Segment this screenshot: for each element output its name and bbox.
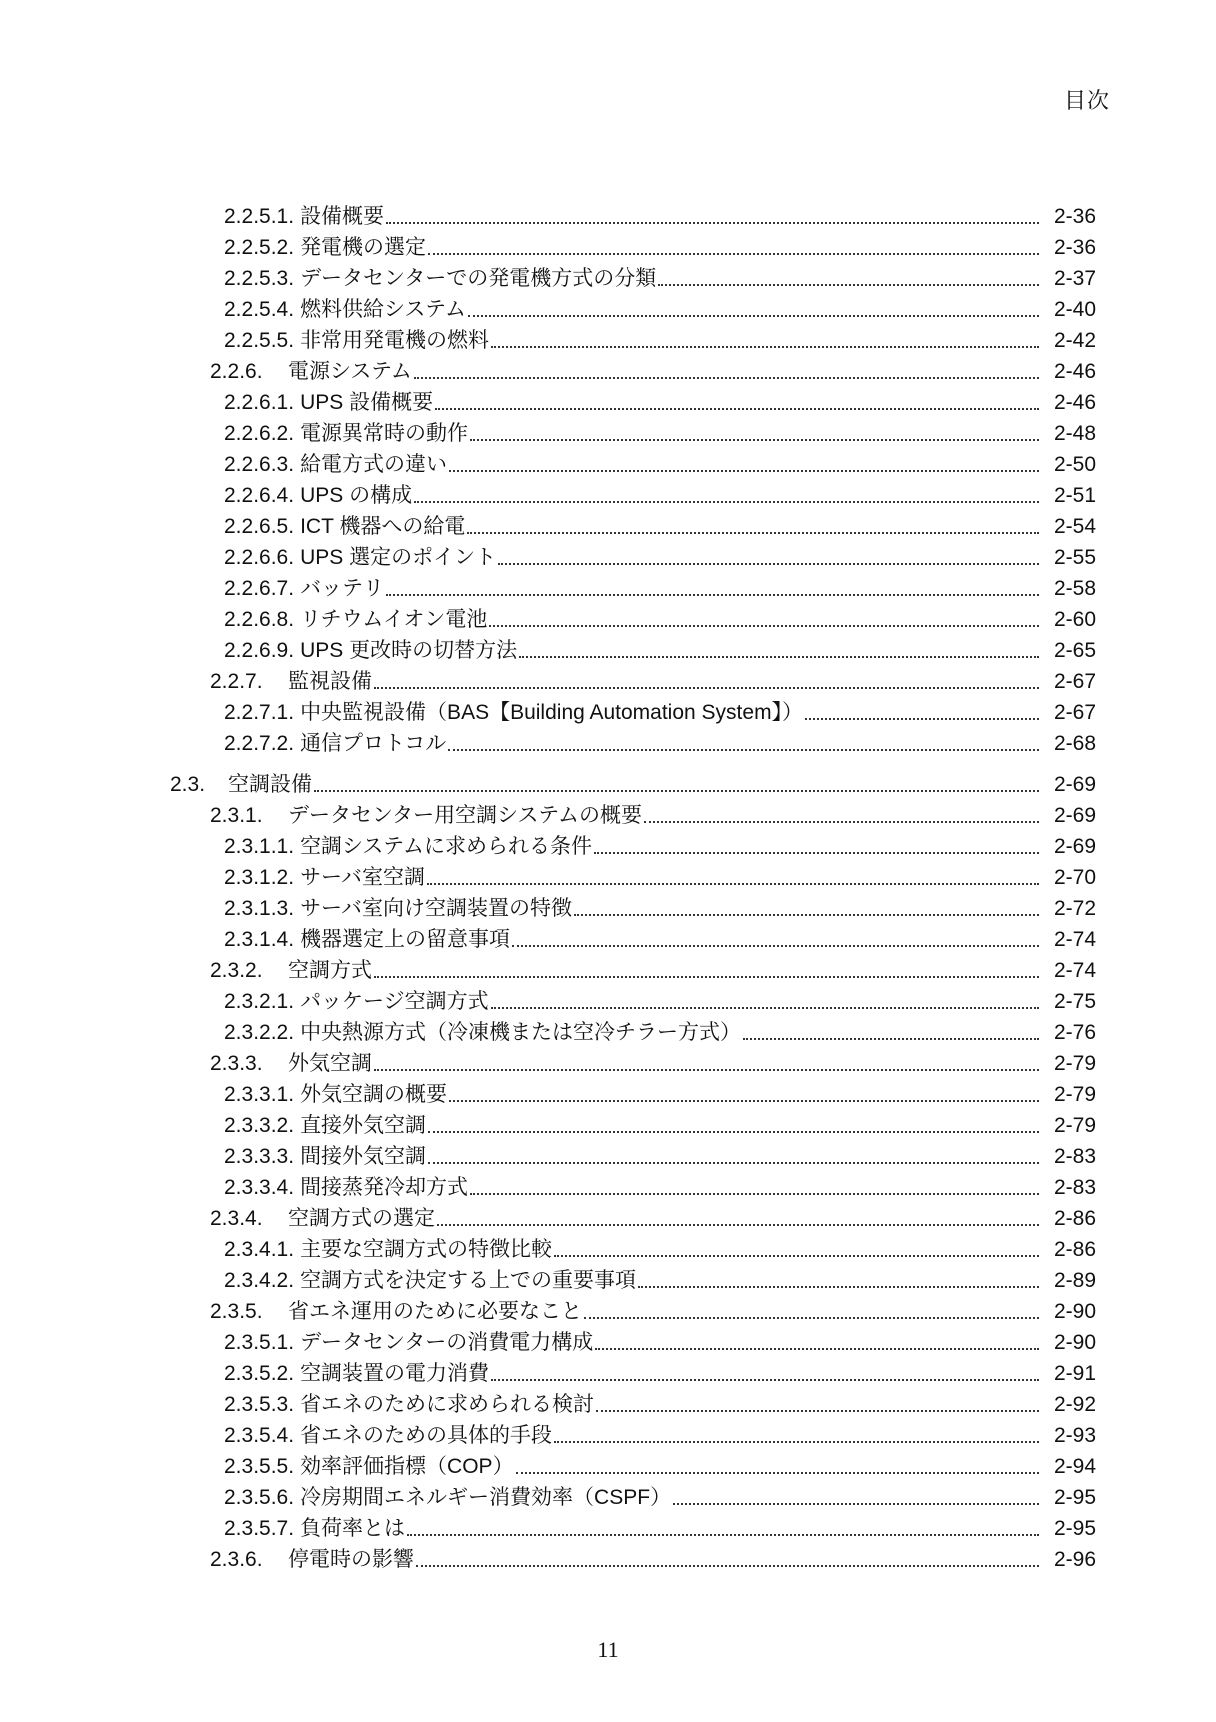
toc-entry-number: 2.2.7.2.	[224, 732, 295, 755]
toc-entry-number: 2.2.6.3.	[224, 453, 295, 476]
toc-entry-number: 2.3.5.5.	[224, 1455, 295, 1478]
toc-entry-number: 2.3.3.4.	[224, 1176, 295, 1199]
toc-entry-number: 2.2.7.1.	[224, 701, 295, 724]
toc-entry-title: データセンターの消費電力構成	[300, 1331, 594, 1354]
toc-entry-number: 2.2.6.7.	[224, 577, 295, 600]
toc-dot-leader	[428, 1122, 1039, 1133]
toc-entry-number: 2.2.6.	[210, 360, 263, 383]
toc-entry-number: 2.3.5.4.	[224, 1424, 295, 1447]
toc-entry[interactable]	[0, 635, 1216, 666]
toc-entry-page: 2-74	[1053, 959, 1096, 982]
toc-entry-title: 発電機の選定	[300, 236, 427, 259]
toc-entry-title: 空調方式	[288, 959, 372, 982]
toc-entry-number: 2.2.7.	[210, 670, 263, 693]
toc-dot-leader	[427, 874, 1039, 885]
toc-entry-page: 2-67	[1053, 670, 1096, 693]
toc-entry-title: サーバ室向け空調装置の特徴	[300, 897, 573, 920]
page-header-title: 目次	[1063, 89, 1110, 114]
toc-entry[interactable]	[0, 480, 1216, 511]
toc-entry-title: UPS 選定のポイント	[300, 546, 497, 569]
toc-entry-title: 主要な空調方式の特徴比較	[300, 1238, 553, 1261]
toc-entry[interactable]	[0, 728, 1216, 759]
toc-dot-leader	[512, 936, 1039, 947]
toc-entry[interactable]	[0, 1048, 1216, 1079]
toc-dot-leader	[374, 678, 1039, 689]
toc-dot-leader	[374, 1060, 1039, 1071]
toc-dot-leader	[467, 523, 1039, 534]
toc-dot-leader	[470, 430, 1039, 441]
toc-dot-leader	[435, 399, 1039, 410]
toc-entry-title: 監視設備	[288, 670, 372, 693]
toc-entry-page: 2-86	[1053, 1207, 1096, 1230]
toc-dot-leader	[554, 1246, 1039, 1257]
toc-dot-leader	[498, 554, 1039, 565]
toc-entry-page: 2-94	[1053, 1455, 1096, 1478]
toc-entry-title: 空調方式の選定	[288, 1207, 435, 1230]
toc-entry-number: 2.3.4.	[210, 1207, 263, 1230]
toc-entry-title: UPS 設備概要	[300, 391, 434, 414]
toc-entry-number: 2.3.6.	[210, 1548, 263, 1571]
toc-entry-number: 2.3.3.2.	[224, 1114, 295, 1137]
toc-entry[interactable]	[0, 449, 1216, 480]
toc-entry[interactable]	[0, 1513, 1216, 1544]
toc-entry-title: 外気空調の概要	[300, 1083, 448, 1106]
toc-entry[interactable]	[0, 294, 1216, 325]
toc-entry-title: 中央熱源方式（冷凍機または空冷チラー方式）	[300, 1021, 742, 1044]
toc-entry[interactable]	[0, 1234, 1216, 1265]
toc-entry[interactable]	[0, 800, 1216, 831]
toc-entry-number: 2.2.5.4.	[224, 298, 295, 321]
toc-entry[interactable]	[0, 924, 1216, 955]
toc-entry-number: 2.3.1.1.	[224, 835, 295, 858]
toc-entry[interactable]	[0, 1544, 1216, 1575]
toc-entry-page: 2-50	[1053, 453, 1096, 476]
toc-entry[interactable]	[0, 1141, 1216, 1172]
toc-entry-title: 機器選定上の留意事項	[300, 928, 511, 951]
toc-entry-page: 2-92	[1053, 1393, 1096, 1416]
toc-entry[interactable]	[0, 769, 1216, 800]
toc-entry-page: 2-89	[1053, 1269, 1096, 1292]
toc-entry-page: 2-46	[1053, 391, 1096, 414]
toc-entry-title: 中央監視設備（BAS【Building Automation System】）	[300, 701, 804, 724]
toc-entry-number: 2.3.5.6.	[224, 1486, 295, 1509]
toc-dot-leader	[449, 1091, 1039, 1102]
toc-entry-title: データセンター用空調システムの概要	[288, 804, 643, 827]
toc-entry[interactable]	[0, 666, 1216, 697]
toc-dot-leader	[374, 967, 1039, 978]
toc-entry-page: 2-93	[1053, 1424, 1096, 1447]
toc-dot-leader	[673, 1494, 1039, 1505]
toc-entry-number: 2.3.1.4.	[224, 928, 295, 951]
toc-entry-page: 2-83	[1053, 1145, 1096, 1168]
toc-entry-title: パッケージ空調方式	[300, 990, 489, 1013]
toc-entry-page: 2-48	[1053, 422, 1096, 445]
toc-dot-leader	[428, 1153, 1039, 1164]
toc-entry-page: 2-96	[1053, 1548, 1096, 1571]
toc-entry-number: 2.3.2.	[210, 959, 263, 982]
toc-entry-page: 2-91	[1053, 1362, 1096, 1385]
toc-entry-page: 2-65	[1053, 639, 1096, 662]
toc-entry-title: UPS の構成	[300, 484, 413, 507]
toc-entry-page: 2-72	[1053, 897, 1096, 920]
toc-entry-number: 2.3.3.1.	[224, 1083, 295, 1106]
toc-entry-number: 2.3.	[170, 773, 206, 796]
toc-dot-leader	[743, 1029, 1039, 1040]
toc-entry-page: 2-67	[1053, 701, 1096, 724]
toc-entry-title: 非常用発電機の燃料	[300, 329, 490, 352]
toc-entry[interactable]	[0, 1079, 1216, 1110]
toc-entry-number: 2.2.6.4.	[224, 484, 295, 507]
toc-entry-number: 2.2.6.2.	[224, 422, 295, 445]
toc-entry-title: 電源システム	[288, 360, 412, 383]
toc-entry-page: 2-36	[1053, 236, 1096, 259]
page-number: 11	[597, 1637, 619, 1662]
toc-entry-title: 空調設備	[228, 773, 312, 796]
toc-entry-title: 通信プロトコル	[300, 732, 447, 755]
toc-entry-page: 2-36	[1053, 205, 1096, 228]
toc-dot-leader	[414, 368, 1039, 379]
toc-entry-title: 停電時の影響	[288, 1548, 414, 1571]
toc-entry-title: 給電方式の違い	[300, 453, 448, 476]
toc-entry[interactable]	[0, 1420, 1216, 1451]
toc-dot-leader	[554, 1432, 1039, 1443]
toc-dot-leader	[595, 1339, 1039, 1350]
toc-dot-leader	[416, 1556, 1039, 1567]
toc-entry-number: 2.2.5.1.	[224, 205, 295, 228]
toc-entry[interactable]	[0, 325, 1216, 356]
toc-entry-number: 2.2.6.9.	[224, 639, 295, 662]
toc-entry-title: バッテリ	[300, 577, 385, 600]
toc-entry-page: 2-79	[1053, 1083, 1096, 1106]
toc-entry-page: 2-76	[1053, 1021, 1096, 1044]
toc-entry-number: 2.2.6.1.	[224, 391, 295, 414]
toc-entry[interactable]	[0, 511, 1216, 542]
toc-entry[interactable]	[0, 387, 1216, 418]
toc-entry[interactable]	[0, 1389, 1216, 1420]
toc-dot-leader	[519, 647, 1039, 658]
toc-entry[interactable]	[0, 1017, 1216, 1048]
toc-entry-number: 2.3.5.3.	[224, 1393, 295, 1416]
toc-entry-page: 2-68	[1053, 732, 1096, 755]
toc-entry-page: 2-46	[1053, 360, 1096, 383]
toc-entry-title: 空調装置の電力消費	[300, 1362, 490, 1385]
toc-dot-leader	[428, 244, 1039, 255]
toc-entry-page: 2-70	[1053, 866, 1096, 889]
toc-dot-leader	[594, 843, 1039, 854]
toc-entry-number: 2.3.1.3.	[224, 897, 295, 920]
toc-entry-title: データセンターでの発電機方式の分類	[300, 267, 657, 290]
toc-entry-title: 燃料供給システム	[300, 298, 466, 321]
toc-entry[interactable]	[0, 232, 1216, 263]
toc-entry[interactable]	[0, 1265, 1216, 1296]
toc-dot-leader	[491, 1370, 1039, 1381]
toc-entry-number: 2.3.2.1.	[224, 990, 295, 1013]
toc-entry-page: 2-58	[1053, 577, 1096, 600]
toc-entry-number: 2.2.6.8.	[224, 608, 295, 631]
toc-entry[interactable]	[0, 604, 1216, 635]
toc-dot-leader	[468, 306, 1039, 317]
toc-dot-leader	[658, 275, 1039, 286]
toc-dot-leader	[644, 812, 1039, 823]
toc-entry[interactable]	[0, 1172, 1216, 1203]
toc-entry[interactable]	[0, 955, 1216, 986]
toc-dot-leader	[491, 337, 1039, 348]
toc-entry-number: 2.3.3.	[210, 1052, 263, 1075]
toc-entry-title: 省エネ運用のために必要なこと	[288, 1300, 582, 1323]
toc-entry-title: 間接蒸発冷却方式	[300, 1176, 469, 1199]
toc-dot-leader	[470, 1184, 1039, 1195]
toc-entry-title: UPS 更改時の切替方法	[300, 639, 518, 662]
toc-dot-leader	[805, 709, 1039, 720]
toc-entry[interactable]	[0, 1358, 1216, 1389]
toc-entry-page: 2-74	[1053, 928, 1096, 951]
toc-entry-title: 省エネのための具体的手段	[300, 1424, 553, 1447]
toc-entry-page: 2-69	[1053, 835, 1096, 858]
toc-entry-page: 2-69	[1053, 804, 1096, 827]
toc-entry-title: 効率評価指標（COP）	[300, 1455, 514, 1478]
toc-entry-page: 2-83	[1053, 1176, 1096, 1199]
toc-entry[interactable]	[0, 201, 1216, 232]
toc-entry-number: 2.3.5.7.	[224, 1517, 295, 1540]
toc-entry-title: リチウムイオン電池	[300, 608, 488, 631]
toc-entry-page: 2-90	[1053, 1331, 1096, 1354]
toc-entry-number: 2.2.5.3.	[224, 267, 295, 290]
toc-dot-leader	[449, 461, 1039, 472]
toc-entry-title: サーバ室空調	[300, 866, 426, 889]
toc-dot-leader	[314, 781, 1039, 792]
toc-entry-number: 2.3.5.2.	[224, 1362, 295, 1385]
toc-entry[interactable]	[0, 893, 1216, 924]
toc-dot-leader	[516, 1463, 1039, 1474]
toc-dot-leader	[407, 1525, 1039, 1536]
toc-dot-leader	[489, 616, 1039, 627]
toc-entry-page: 2-90	[1053, 1300, 1096, 1323]
toc-entry-number: 2.3.5.	[210, 1300, 263, 1323]
toc-entry-page: 2-86	[1053, 1238, 1096, 1261]
toc-dot-leader	[414, 492, 1039, 503]
toc-entry-number: 2.3.3.3.	[224, 1145, 295, 1168]
toc-entry-page: 2-95	[1053, 1486, 1096, 1509]
toc-entry[interactable]	[0, 356, 1216, 387]
toc-dot-leader	[437, 1215, 1039, 1226]
toc-entry-page: 2-42	[1053, 329, 1096, 352]
toc-entry-title: 間接外気空調	[300, 1145, 427, 1168]
toc-entry[interactable]	[0, 986, 1216, 1017]
toc-entry-page: 2-40	[1053, 298, 1096, 321]
toc-dot-leader	[596, 1401, 1039, 1412]
toc-dot-leader	[574, 905, 1039, 916]
toc-entry-number: 2.3.4.1.	[224, 1238, 295, 1261]
toc-entry-number: 2.3.1.	[210, 804, 263, 827]
toc-entry[interactable]	[0, 1451, 1216, 1482]
toc-dot-leader	[448, 740, 1039, 751]
toc-entry[interactable]	[0, 418, 1216, 449]
toc-entry-number: 2.3.2.2.	[224, 1021, 295, 1044]
toc-entry-page: 2-37	[1053, 267, 1096, 290]
toc-entry-number: 2.2.6.6.	[224, 546, 295, 569]
toc-entry[interactable]	[0, 697, 1216, 728]
toc-entry-title: ICT 機器への給電	[300, 515, 466, 538]
toc-dot-leader	[386, 213, 1039, 224]
toc-entry-title: 負荷率とは	[300, 1517, 406, 1540]
toc-entry[interactable]	[0, 1296, 1216, 1327]
toc-entry[interactable]	[0, 862, 1216, 893]
toc-entry-page: 2-95	[1053, 1517, 1096, 1540]
toc-entry-page: 2-60	[1053, 608, 1096, 631]
toc-entry-page: 2-75	[1053, 990, 1096, 1013]
toc-entry[interactable]	[0, 1482, 1216, 1513]
toc-entry-page: 2-51	[1053, 484, 1096, 507]
toc-entry-page: 2-55	[1053, 546, 1096, 569]
toc-dot-leader	[386, 585, 1039, 596]
toc-entry[interactable]	[0, 1327, 1216, 1358]
toc-dot-leader	[584, 1308, 1039, 1319]
toc-entry-number: 2.3.1.2.	[224, 866, 295, 889]
toc-entry-title: 外気空調	[288, 1052, 372, 1075]
toc-entry-title: 省エネのために求められる検討	[300, 1393, 595, 1416]
toc-entry-number: 2.2.5.5.	[224, 329, 295, 352]
toc-entry-number: 2.2.6.5.	[224, 515, 295, 538]
toc-entry-page: 2-54	[1053, 515, 1096, 538]
toc-entry-number: 2.3.4.2.	[224, 1269, 295, 1292]
toc-entry[interactable]	[0, 831, 1216, 862]
toc-dot-leader	[491, 998, 1039, 1009]
toc-entry-page: 2-79	[1053, 1052, 1096, 1075]
toc-entry-title: 設備概要	[300, 205, 385, 228]
toc-entry-title: 空調システムに求められる条件	[300, 835, 592, 858]
toc-entry-page: 2-69	[1053, 773, 1096, 796]
toc-entry-page: 2-79	[1053, 1114, 1096, 1137]
toc-entry[interactable]	[0, 1203, 1216, 1234]
toc-entry[interactable]	[0, 1110, 1216, 1141]
toc-entry-title: 直接外気空調	[300, 1114, 427, 1137]
toc-dot-leader	[638, 1277, 1039, 1288]
toc-entry-title: 電源異常時の動作	[300, 422, 469, 445]
toc-entry[interactable]	[0, 542, 1216, 573]
toc-entry[interactable]	[0, 573, 1216, 604]
toc-entry-title: 冷房期間エネルギー消費効率（CSPF）	[300, 1486, 672, 1509]
toc-entry[interactable]	[0, 263, 1216, 294]
toc-entry-number: 2.3.5.1.	[224, 1331, 295, 1354]
toc-entry-number: 2.2.5.2.	[224, 236, 295, 259]
toc-entry-title: 空調方式を決定する上での重要事項	[300, 1269, 637, 1292]
